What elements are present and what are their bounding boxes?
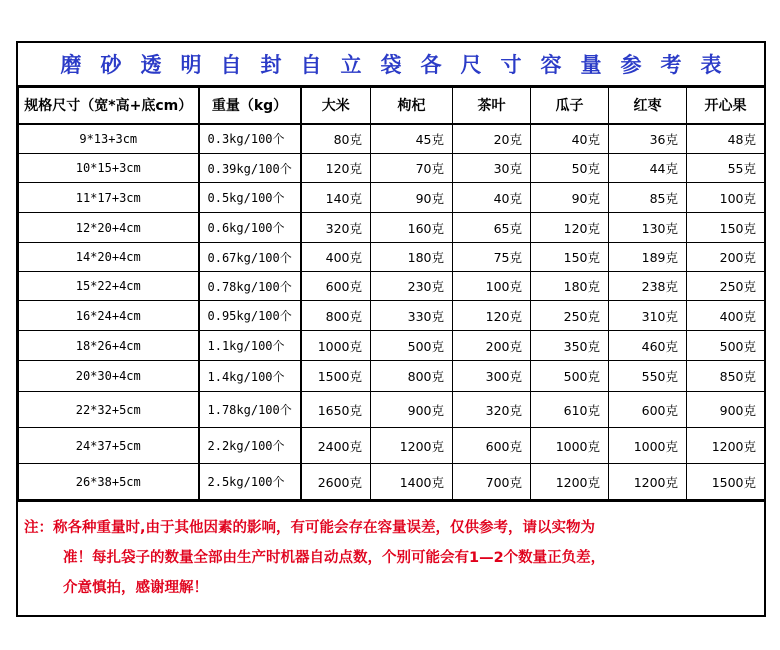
cell-pistachio: 900克 [687, 392, 765, 428]
cell-goji: 230克 [371, 272, 453, 301]
cell-dates: 130克 [609, 213, 687, 243]
header-size: 规格尺寸（宽*高+底cm） [19, 88, 199, 124]
cell-dates: 85克 [609, 183, 687, 213]
table-row [19, 243, 765, 272]
cell-rice: 1500克 [301, 361, 371, 392]
cell-tea: 300克 [453, 361, 531, 392]
cell-seeds: 150克 [531, 243, 609, 272]
cell-size: 24*37+5cm [19, 428, 199, 464]
cell-seeds: 350克 [531, 331, 609, 361]
table-row [19, 428, 765, 464]
cell-rice: 600克 [301, 272, 371, 301]
cell-size: 20*30+4cm [19, 361, 199, 392]
cell-goji: 900克 [371, 392, 453, 428]
cell-weight: 0.3kg/100个 [199, 124, 301, 154]
capacity-reference-sheet [16, 41, 766, 617]
cell-rice: 2600克 [301, 464, 371, 500]
cell-size: 11*17+3cm [19, 183, 199, 213]
cell-weight: 0.78kg/100个 [199, 272, 301, 301]
cell-weight: 2.5kg/100个 [199, 464, 301, 500]
cell-seeds: 250克 [531, 301, 609, 331]
cell-goji: 330克 [371, 301, 453, 331]
cell-rice: 1650克 [301, 392, 371, 428]
cell-tea: 40克 [453, 183, 531, 213]
note-line-3: 介意慎拍，感谢理解！ [63, 580, 208, 596]
cell-goji: 180克 [371, 243, 453, 272]
cell-tea: 65克 [453, 213, 531, 243]
table-row [19, 272, 765, 301]
cell-rice: 120克 [301, 154, 371, 183]
cell-seeds: 120克 [531, 213, 609, 243]
cell-rice: 80克 [301, 124, 371, 154]
cell-goji: 500克 [371, 331, 453, 361]
title-row [18, 43, 764, 87]
cell-tea: 100克 [453, 272, 531, 301]
cell-goji: 90克 [371, 183, 453, 213]
header-dates: 红枣 [609, 88, 687, 124]
cell-pistachio: 850克 [687, 361, 765, 392]
cell-tea: 600克 [453, 428, 531, 464]
cell-weight: 1.1kg/100个 [199, 331, 301, 361]
header-weight: 重量（kg） [199, 88, 301, 124]
disclaimer-note [18, 500, 764, 603]
table-row [19, 154, 765, 183]
cell-goji: 160克 [371, 213, 453, 243]
cell-size: 18*26+4cm [19, 331, 199, 361]
cell-dates: 44克 [609, 154, 687, 183]
cell-weight: 0.67kg/100个 [199, 243, 301, 272]
cell-dates: 238克 [609, 272, 687, 301]
page-title: 磨砂透明自封自立袋各尺寸容量参考表 [60, 53, 741, 77]
cell-goji: 800克 [371, 361, 453, 392]
cell-seeds: 50克 [531, 154, 609, 183]
cell-seeds: 500克 [531, 361, 609, 392]
cell-goji: 1400克 [371, 464, 453, 500]
header-pistachio: 开心果 [687, 88, 765, 124]
cell-dates: 600克 [609, 392, 687, 428]
header-seeds: 瓜子 [531, 88, 609, 124]
cell-rice: 320克 [301, 213, 371, 243]
cell-size: 10*15+3cm [19, 154, 199, 183]
cell-dates: 189克 [609, 243, 687, 272]
cell-seeds: 90克 [531, 183, 609, 213]
cell-tea: 320克 [453, 392, 531, 428]
cell-pistachio: 1500克 [687, 464, 765, 500]
note-line-1: 注：称各种重量时,由于其他因素的影响，有可能会存在容量误差，仅供参考，请以实物为 [24, 520, 596, 536]
table-row [19, 331, 765, 361]
cell-seeds: 610克 [531, 392, 609, 428]
cell-pistachio: 400克 [687, 301, 765, 331]
cell-goji: 45克 [371, 124, 453, 154]
cell-tea: 700克 [453, 464, 531, 500]
cell-seeds: 1000克 [531, 428, 609, 464]
cell-dates: 550克 [609, 361, 687, 392]
table-header-row [19, 88, 765, 124]
capacity-table [18, 87, 765, 500]
cell-dates: 36克 [609, 124, 687, 154]
cell-pistachio: 500克 [687, 331, 765, 361]
table-body [19, 124, 765, 500]
table-row [19, 301, 765, 331]
cell-pistachio: 250克 [687, 272, 765, 301]
cell-pistachio: 200克 [687, 243, 765, 272]
table-row [19, 124, 765, 154]
cell-pistachio: 100克 [687, 183, 765, 213]
cell-seeds: 180克 [531, 272, 609, 301]
cell-size: 9*13+3cm [19, 124, 199, 154]
cell-pistachio: 1200克 [687, 428, 765, 464]
header-tea: 茶叶 [453, 88, 531, 124]
cell-goji: 1200克 [371, 428, 453, 464]
cell-rice: 140克 [301, 183, 371, 213]
cell-weight: 0.39kg/100个 [199, 154, 301, 183]
cell-tea: 200克 [453, 331, 531, 361]
cell-weight: 0.6kg/100个 [199, 213, 301, 243]
cell-tea: 30克 [453, 154, 531, 183]
cell-weight: 1.4kg/100个 [199, 361, 301, 392]
cell-tea: 75克 [453, 243, 531, 272]
cell-size: 26*38+5cm [19, 464, 199, 500]
cell-seeds: 40克 [531, 124, 609, 154]
cell-dates: 1000克 [609, 428, 687, 464]
cell-size: 22*32+5cm [19, 392, 199, 428]
note-line-2: 准！每扎袋子的数量全部由生产时机器自动点数，个别可能会有1—2个数量正负差， [63, 550, 606, 566]
cell-size: 16*24+4cm [19, 301, 199, 331]
cell-size: 14*20+4cm [19, 243, 199, 272]
cell-tea: 20克 [453, 124, 531, 154]
table-row [19, 464, 765, 500]
cell-rice: 1000克 [301, 331, 371, 361]
header-rice: 大米 [301, 88, 371, 124]
cell-rice: 400克 [301, 243, 371, 272]
cell-size: 12*20+4cm [19, 213, 199, 243]
cell-pistachio: 48克 [687, 124, 765, 154]
cell-pistachio: 55克 [687, 154, 765, 183]
cell-rice: 2400克 [301, 428, 371, 464]
cell-pistachio: 150克 [687, 213, 765, 243]
cell-dates: 1200克 [609, 464, 687, 500]
cell-dates: 460克 [609, 331, 687, 361]
table-row [19, 392, 765, 428]
header-goji: 枸杞 [371, 88, 453, 124]
cell-seeds: 1200克 [531, 464, 609, 500]
table-row [19, 361, 765, 392]
table-row [19, 183, 765, 213]
cell-goji: 70克 [371, 154, 453, 183]
cell-weight: 0.95kg/100个 [199, 301, 301, 331]
cell-rice: 800克 [301, 301, 371, 331]
cell-weight: 1.78kg/100个 [199, 392, 301, 428]
cell-dates: 310克 [609, 301, 687, 331]
cell-size: 15*22+4cm [19, 272, 199, 301]
cell-weight: 0.5kg/100个 [199, 183, 301, 213]
table-row [19, 213, 765, 243]
cell-tea: 120克 [453, 301, 531, 331]
cell-weight: 2.2kg/100个 [199, 428, 301, 464]
